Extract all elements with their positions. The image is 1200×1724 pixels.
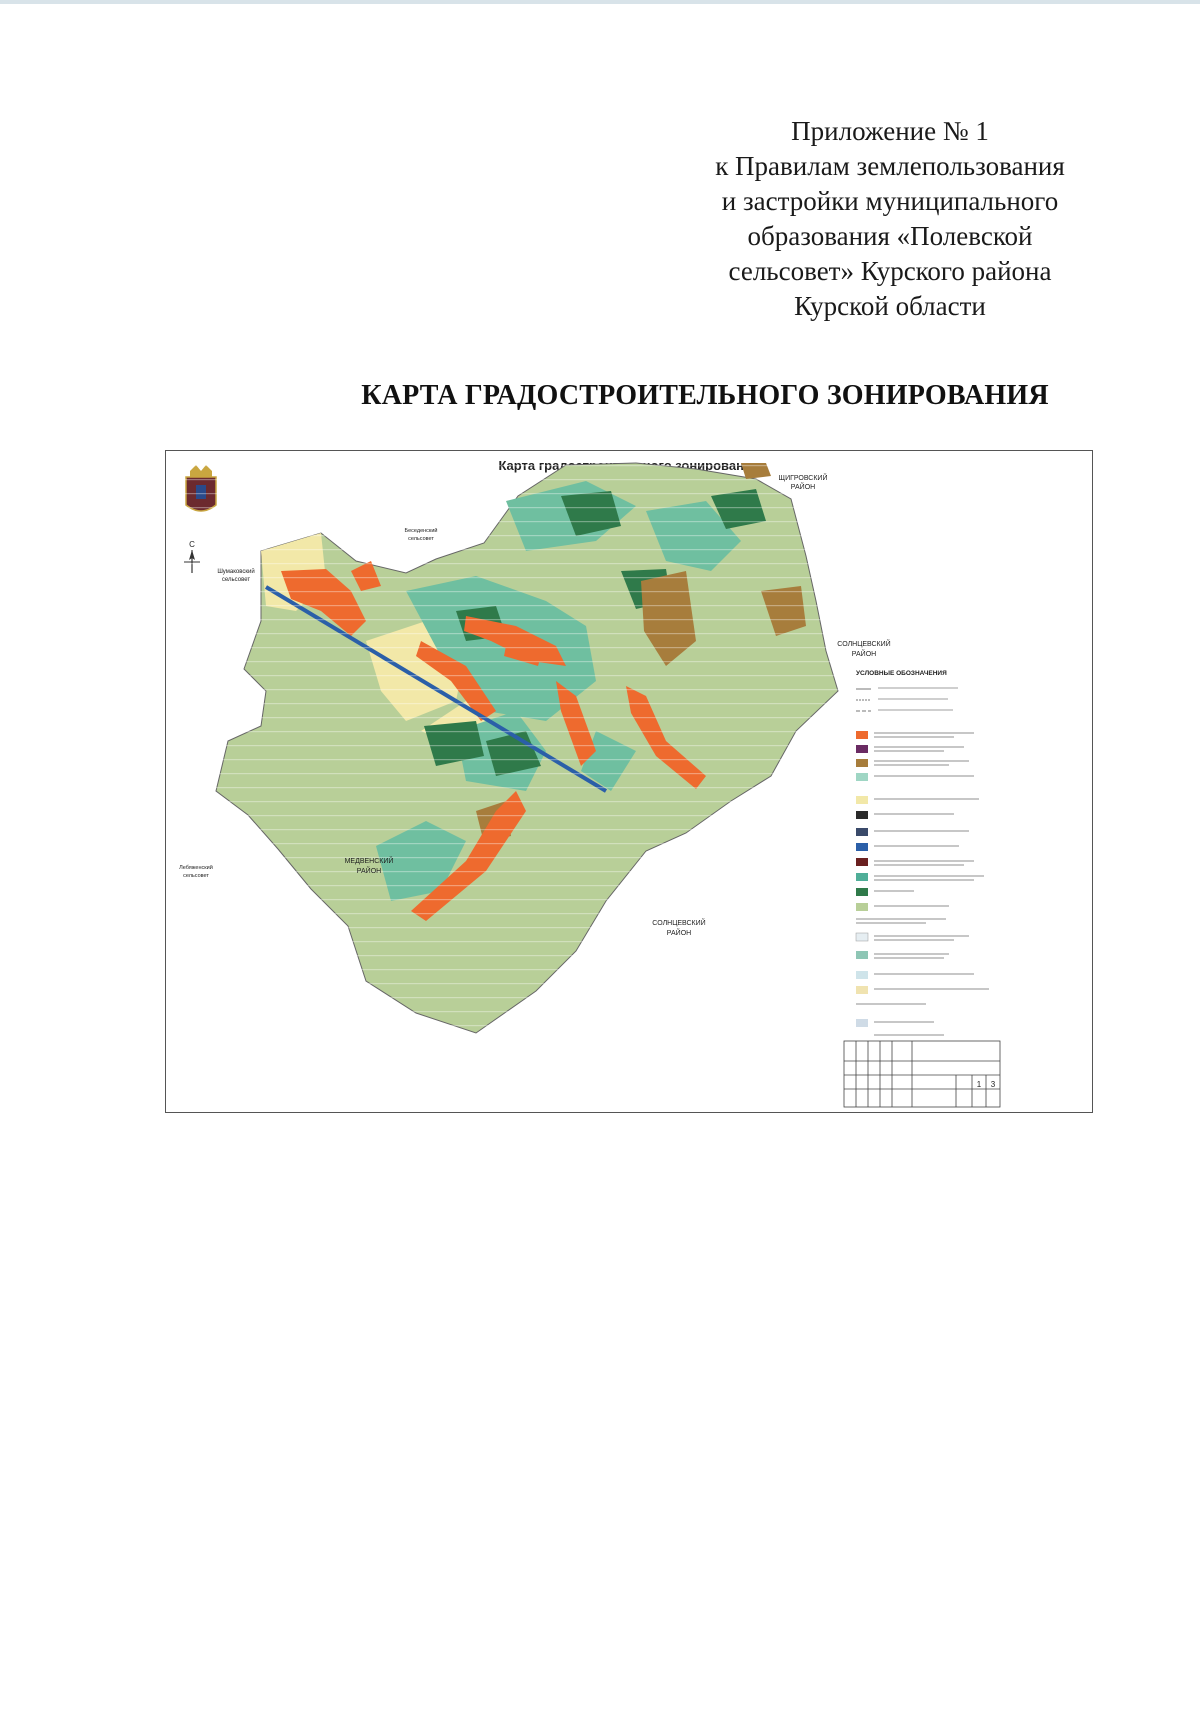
neighbor-label: РАЙОН <box>851 651 877 658</box>
legend-swatch <box>856 745 868 753</box>
neighbor-label: Беседенский <box>404 528 438 534</box>
legend-swatch <box>856 951 868 959</box>
legend-swatch <box>856 731 868 739</box>
neighbor-label: сельсовет <box>183 873 209 879</box>
legend-swatch <box>856 888 868 896</box>
legend-swatch <box>856 971 868 979</box>
appendix-line-6: Курской области <box>794 291 986 321</box>
neighbor-label: РАЙОН <box>666 930 692 937</box>
neighbor-label: СОЛНЦЕВСКИЙ <box>652 920 706 927</box>
document-title-text: КАРТА ГРАДОСТРОИТЕЛЬНОГО ЗОНИРОВАНИЯ <box>361 380 1049 411</box>
neighbor-label: сельсовет <box>221 577 251 583</box>
sheet-total: 3 <box>990 1080 996 1089</box>
legend-swatch <box>856 811 868 819</box>
legend-swatch <box>856 986 868 994</box>
appendix-line-5: сельсовет» Курского района <box>728 256 1052 286</box>
legend-swatch <box>856 773 868 781</box>
neighbor-label: РАЙОН <box>356 868 382 875</box>
legend-swatch <box>856 828 868 836</box>
legend-swatch <box>856 843 868 851</box>
appendix-line-4: образования «Полевской <box>747 221 1033 251</box>
scan-artifact-overlay <box>166 451 846 1112</box>
neighbor-label: СОЛНЦЕВСКИЙ <box>837 641 891 648</box>
appendix-header <box>690 114 1090 324</box>
zoning-map <box>165 450 1093 1113</box>
map-legend <box>856 670 989 1036</box>
zoning-map-svg <box>166 451 1092 1112</box>
legend-swatch <box>856 796 868 804</box>
neighbor-label: ЩИГРОВСКИЙ <box>778 475 828 482</box>
scan-edge-strip <box>0 0 1200 4</box>
legend-swatch <box>856 933 868 941</box>
legend-swatch <box>856 903 868 911</box>
title-block <box>844 1041 1000 1107</box>
legend-text-placeholders <box>856 732 989 1036</box>
neighbor-label: сельсовет <box>408 536 434 542</box>
neighbor-label: Лебяженский <box>179 865 213 871</box>
appendix-line-2: к Правилам землепользования <box>715 151 1065 181</box>
legend-swatch <box>856 873 868 881</box>
legend-swatch <box>856 858 868 866</box>
legend-swatch <box>856 1019 868 1027</box>
legend-swatch <box>856 759 868 767</box>
document-title <box>0 380 1200 412</box>
neighbor-label: РАЙОН <box>790 484 816 491</box>
appendix-line-1: Приложение № 1 <box>791 116 989 146</box>
appendix-line-3: и застройки муниципального <box>721 186 1059 216</box>
neighbor-label: МЕДВЕНСКИЙ <box>344 858 394 865</box>
legend-title: УСЛОВНЫЕ ОБОЗНАЧЕНИЯ <box>856 670 947 677</box>
legend-boundary-lines <box>856 687 958 711</box>
legend-swatches <box>856 731 868 1027</box>
sheet-number: 1 <box>976 1080 982 1089</box>
neighbor-label: Шумаковский <box>217 569 255 575</box>
